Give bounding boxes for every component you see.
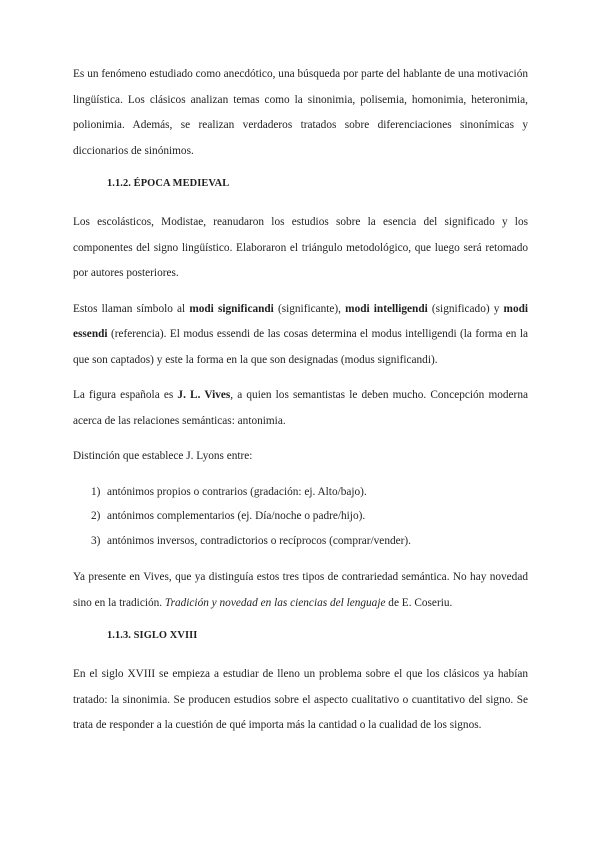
antonym-list: [73, 480, 528, 554]
list-item: [73, 504, 528, 529]
paragraph-modi: [73, 297, 528, 374]
text-span: (significante),: [273, 302, 346, 315]
section-heading-siglo-xviii: 1.1.3. SIGLO XVIII: [107, 630, 198, 641]
paragraph-siglo-xviii: En el siglo XVIII se empieza a estudiar de lleno un problema sobre el que los clásicos ya habían tratado: la sinonimia. Se producen estudios sobre el aspecto cualitativo o cuantitativo del signo. Se trata de responder a la cuestión de qué importa más la cantidad o la cualidad de los signos.: [73, 668, 528, 731]
text-span: (significado) y: [427, 302, 504, 315]
page-content: [73, 62, 528, 749]
list-item: [73, 480, 528, 505]
section-heading-epoca-medieval: 1.1.2. ÉPOCA MEDIEVAL: [107, 178, 230, 189]
book-title: Tradición y novedad en las ciencias del lenguaje: [164, 596, 386, 609]
text-span: Ya presente en Vives, que ya distinguía estos tres tipos de contrariedad semántica. No hay novedad sino en la tradición.: [73, 571, 528, 609]
term-modi-intelligendi: modi intelligendi: [345, 302, 428, 315]
paragraph-lyons: Distinción que establece J. Lyons entre:: [73, 450, 253, 462]
text-span: , a quien los semantistas le deben mucho. Concepción moderna acerca de las relaciones semánticas: antonimia.: [73, 389, 528, 427]
paragraph-vives: [73, 383, 528, 434]
list-number: 2): [91, 510, 101, 522]
paragraph-intro: Es un fenómeno estudiado como anecdótico, una búsqueda por parte del hablante de una motivación lingüística. Los clásicos analizan temas como la sinonimia, polisemia, homonimia, heteronimia, polionimia. Además, se realizan verdaderos tratados sobre diferenciaciones sinonímicas y diccionarios de sinónimos.: [73, 68, 528, 157]
paragraph-coseriu: [73, 565, 528, 616]
text-span: La figura española es: [73, 389, 178, 401]
list-number: 3): [91, 534, 101, 547]
list-text: antónimos propios o contrarios (gradación: ej. Alto/bajo).: [107, 485, 367, 498]
paragraph-escolasticos: Los escolásticos, Modistae, reanudaron los estudios sobre la esencia del significado y los componentes del signo lingüístico. Elaboraron el triángulo metodológico, que luego será retomado por autores posteriores.: [73, 216, 528, 279]
term-modi-significandi: modi significandi: [189, 302, 274, 315]
name-vives: J. L. Vives: [177, 389, 231, 401]
text-span: de E. Coseriu.: [385, 596, 453, 609]
list-text: antónimos inversos, contradictorios o recíprocos (comprar/vender).: [107, 534, 411, 547]
text-span: Estos llaman símbolo al: [73, 302, 190, 315]
text-span: (referencia). El modus essendi de las cosas determina el modus intelligendi (la forma en la que son captados) y este la forma en la que son designadas (modus significandi).: [73, 328, 528, 366]
list-text: antónimos complementarios (ej. Día/noche o padre/hijo).: [107, 510, 366, 522]
list-number: 1): [91, 485, 101, 498]
term-modi-essendi: modi essendi: [73, 302, 529, 340]
list-item: [73, 529, 528, 554]
